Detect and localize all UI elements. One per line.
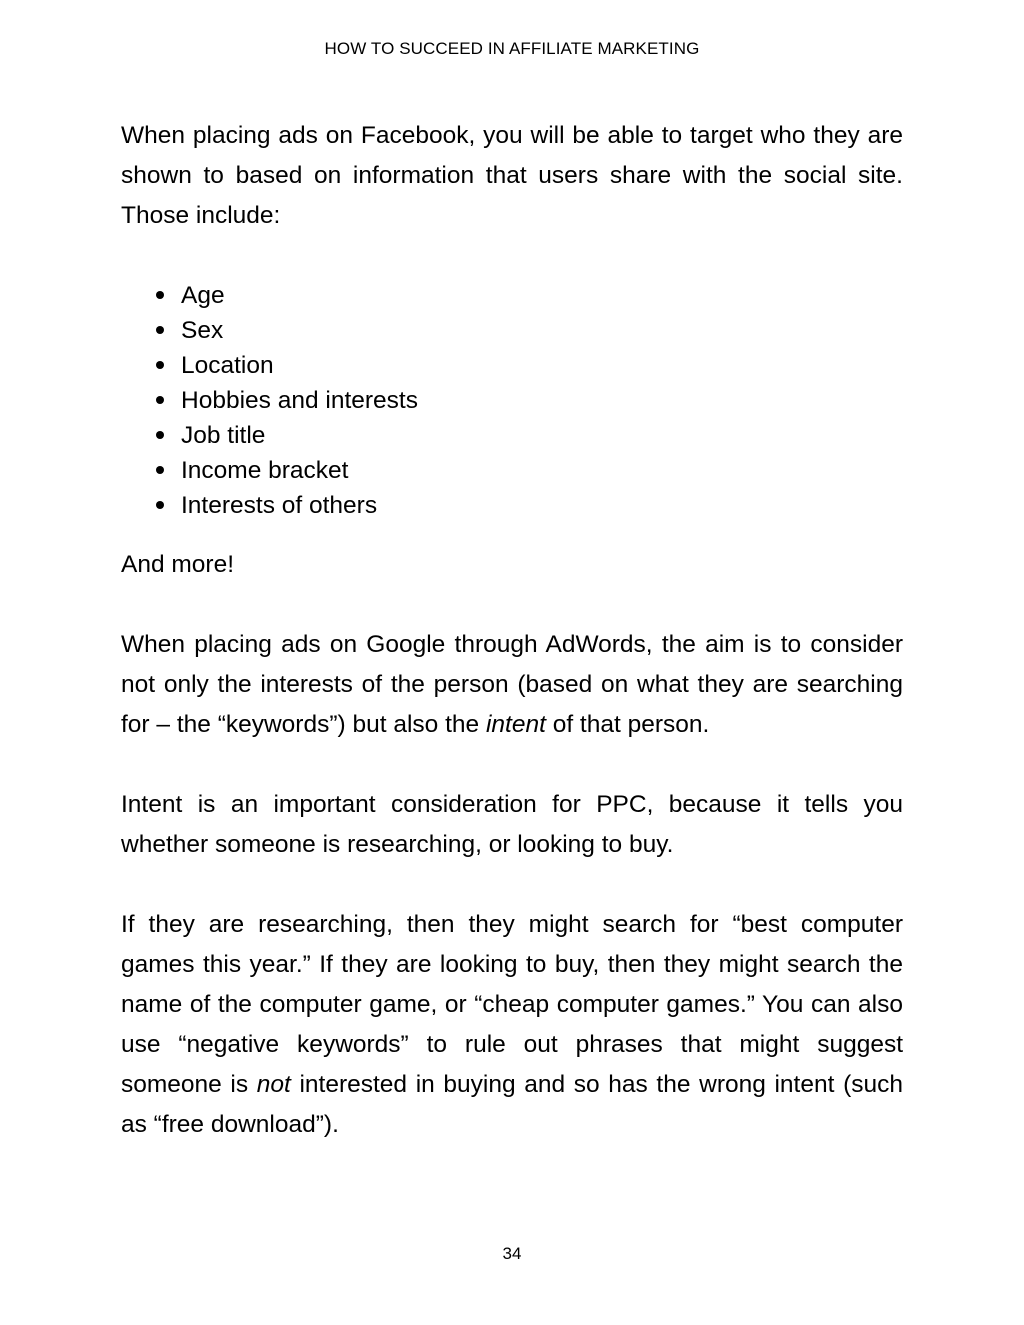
- paragraph-facebook-targeting: When placing ads on Facebook, you will be able to target who they are shown to based on information that users share with the social site. Those include:: [121, 122, 903, 229]
- list-item: [121, 313, 903, 348]
- list-item-text: Hobbies and interests: [181, 387, 418, 414]
- bullet-icon: [156, 291, 164, 299]
- list-item-text: Location: [181, 352, 274, 379]
- bullet-icon: [156, 396, 164, 404]
- bullet-icon: [156, 361, 164, 369]
- paragraph-text: When placing ads on Google through AdWords, the aim is to consider not only the interests of the person (based on what they are searching for – the “keywords”) but also the: [121, 631, 903, 738]
- list-item: [121, 348, 903, 383]
- paragraph-google-adwords: [121, 625, 903, 745]
- list-item-text: Sex: [181, 317, 224, 344]
- list-item: [121, 418, 903, 453]
- bullet-icon: [156, 466, 164, 474]
- page-body: [121, 116, 903, 1145]
- list-item-text: Income bracket: [181, 457, 349, 484]
- list-item: [121, 278, 903, 313]
- paragraph-search-examples: [121, 905, 903, 1145]
- emphasis-not: not: [256, 1071, 291, 1098]
- paragraph-text: of that person.: [545, 711, 710, 738]
- list-item: [121, 453, 903, 488]
- list-item-text: Interests of others: [181, 492, 378, 519]
- paragraph-and-more: And more!: [121, 551, 235, 578]
- bullet-icon: [156, 501, 164, 509]
- emphasis-intent: intent: [485, 711, 546, 738]
- list-item: [121, 488, 903, 523]
- paragraph-text: interested in buying and so has the wrong intent (such as “free download”).: [121, 1071, 903, 1138]
- targeting-criteria-list: [121, 278, 903, 523]
- running-header: HOW TO SUCCEED IN AFFILIATE MARKETING: [324, 39, 700, 58]
- paragraph-intent-ppc: Intent is an important consideration for PPC, because it tells you whether someone is researching, or looking to buy.: [121, 791, 903, 858]
- paragraph-text: If they are researching, then they might search for “best computer games this year.” If they are looking to buy, then they might search the name of the computer game, or “cheap computer games.” You can also use “negative keywords” to rule out phrases that might suggest someone is: [121, 911, 903, 1098]
- page-number: 34: [502, 1244, 522, 1263]
- list-item-text: Job title: [181, 422, 266, 449]
- list-item-text: Age: [181, 282, 225, 309]
- list-item: [121, 383, 903, 418]
- bullet-icon: [156, 431, 164, 439]
- bullet-icon: [156, 326, 164, 334]
